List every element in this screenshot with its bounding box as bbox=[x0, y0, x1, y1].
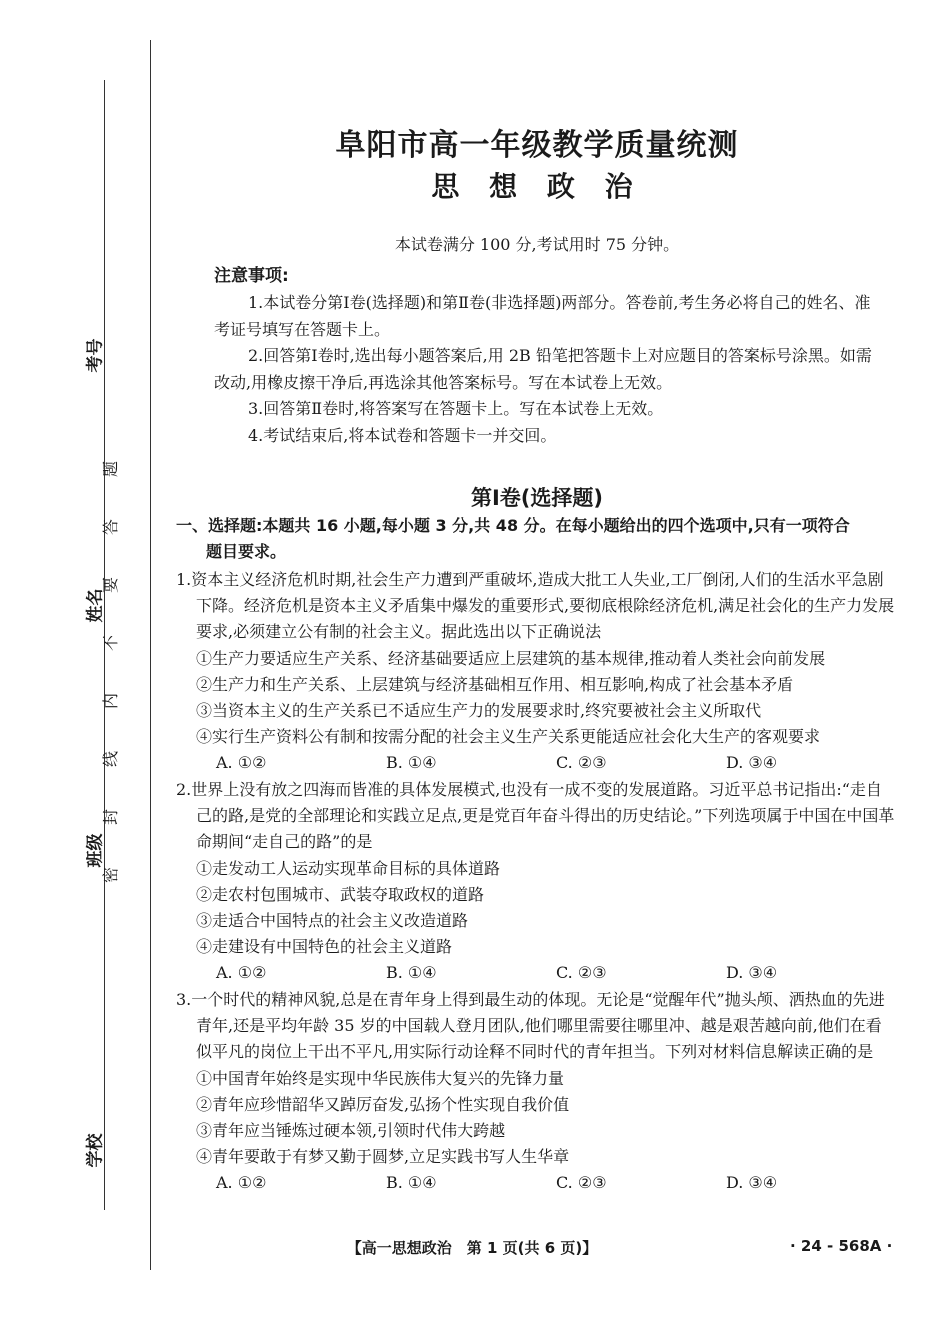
options-row bbox=[176, 1170, 896, 1196]
seal-char: 答 bbox=[101, 519, 120, 536]
seal-char: 封 bbox=[101, 809, 120, 826]
notice-item: 2.回答第Ⅰ卷时,选出每小题答案后,用 2B 铅笔把答题卡上对应题目的答案标号涂黑。如需改动,用橡皮擦干净后,再选涂其他答案标号。写在本试卷上无效。 bbox=[214, 346, 872, 392]
statement: ②青年应珍惜韶华又踔厉奋发,弘扬个性实现自我价值 bbox=[196, 1094, 570, 1114]
statement: ①生产力要适应生产关系、经济基础要适应上层建筑的基本规律,推动着人类社会向前发展 bbox=[196, 648, 826, 668]
seal-warning bbox=[101, 440, 142, 904]
notice-heading: 注意事项: bbox=[214, 266, 289, 286]
seal-char: 不 bbox=[101, 635, 120, 652]
binding-strip bbox=[0, 0, 160, 1343]
subject-title: 思 想 政 治 bbox=[431, 170, 643, 203]
page-title: 阜阳市高一年级教学质量统测 bbox=[335, 128, 739, 163]
statement: ④走建设有中国特色的社会主义道路 bbox=[196, 937, 453, 957]
class-label: 班级 bbox=[85, 833, 106, 868]
notice-item: 3.回答第Ⅱ卷时,将答案写在答题卡上。写在本试卷上无效。 bbox=[248, 399, 664, 418]
paper-code: · 24 - 568A · bbox=[790, 1237, 893, 1255]
seal-char: 题 bbox=[101, 461, 120, 478]
question-1 bbox=[176, 567, 896, 777]
seal-char: 密 bbox=[101, 867, 120, 884]
notice-list bbox=[214, 290, 874, 449]
option-b[interactable]: B. ①④ bbox=[386, 753, 437, 773]
statement: ④实行生产资料公有制和按需分配的社会主义生产关系更能适应社会化大生产的客观要求 bbox=[196, 727, 821, 747]
school-label: 学校 bbox=[85, 1133, 106, 1168]
notice-item: 1.本试卷分第Ⅰ卷(选择题)和第Ⅱ卷(非选择题)两部分。答卷前,考生务必将自己的姓名、准考证号填写在答题卡上。 bbox=[214, 293, 871, 339]
option-c[interactable]: C. ②③ bbox=[556, 963, 607, 983]
option-a[interactable]: A. ①② bbox=[216, 1173, 267, 1193]
option-a[interactable]: A. ①② bbox=[216, 963, 267, 983]
statement: ①走发动工人运动实现革命目标的具体道路 bbox=[196, 858, 501, 878]
option-d[interactable]: D. ③④ bbox=[726, 753, 778, 773]
options-row bbox=[176, 750, 896, 776]
section-instruction-line: 一、选择题:本题共 16 小题,每小题 3 分,共 48 分。在每小题给出的四个选项中,只有一项符合 bbox=[176, 516, 850, 535]
statement: ②走农村包围城市、武装夺取政权的道路 bbox=[196, 884, 485, 904]
statement: ④青年要敢于有梦又勤于圆梦,立足实践书写人生华章 bbox=[196, 1147, 570, 1167]
options-row bbox=[176, 960, 896, 986]
seal-char: 内 bbox=[101, 693, 120, 710]
section-title: 第Ⅰ卷(选择题) bbox=[470, 486, 603, 510]
page-footer: 【高一思想政治 第 1 页(共 6 页)】 bbox=[346, 1239, 598, 1257]
section-instruction bbox=[176, 513, 901, 565]
seal-char: 线 bbox=[101, 751, 120, 768]
question-stem: 3.一个时代的精神风貌,总是在青年身上得到最生动的体现。无论是“觉醒年代”抛头颅、洒热血的先进青年,还是平均年龄 35 岁的中国载人登月团队,他们哪里需要往哪里冲、越是艰苦越向前,他们在看似平凡的岗位上干出不平凡,用实际行动诠释不同时代的青年担当。下列对材料信息解读正确的是 bbox=[176, 990, 885, 1062]
question-2 bbox=[176, 777, 896, 987]
exam-number-label: 考号 bbox=[85, 338, 106, 373]
option-b[interactable]: B. ①④ bbox=[386, 1173, 437, 1193]
seal-char: 要 bbox=[101, 577, 120, 594]
question-stem: 1.资本主义经济危机时期,社会生产力遭到严重破坏,造成大批工人失业,工厂倒闭,人们的生活水平急剧下降。经济危机是资本主义矛盾集中爆发的重要形式,要彻底根除经济危机,满足社会化的生产力发展要求,必须建立公有制的社会主义。据此选出以下正确说法 bbox=[176, 570, 895, 642]
statement: ③走适合中国特点的社会主义改造道路 bbox=[196, 911, 469, 931]
exam-info: 本试卷满分 100 分,考试用时 75 分钟。 bbox=[394, 235, 680, 254]
option-b[interactable]: B. ①④ bbox=[386, 963, 437, 983]
notice-item: 4.考试结束后,将本试卷和答题卡一并交回。 bbox=[248, 425, 557, 445]
question-stem: 2.世界上没有放之四海而皆准的具体发展模式,也没有一成不变的发展道路。习近平总书记指出:“走自己的路,是党的全部理论和实践立足点,更是党百年奋斗得出的历史结论。”下列选项属于中国在中国革命期间“走自己的路”的是 bbox=[176, 780, 895, 852]
name-label: 姓名 bbox=[85, 588, 106, 623]
option-c[interactable]: C. ②③ bbox=[556, 1173, 607, 1193]
option-c[interactable]: C. ②③ bbox=[556, 753, 607, 773]
statement: ③青年应当锤炼过硬本领,引领时代伟大跨越 bbox=[196, 1121, 506, 1141]
option-d[interactable]: D. ③④ bbox=[726, 963, 778, 983]
section-instruction-line: 题目要求。 bbox=[206, 542, 287, 561]
option-a[interactable]: A. ①② bbox=[216, 753, 267, 773]
exam-number-field[interactable] bbox=[78, 338, 108, 373]
statement: ③当资本主义的生产关系已不适应生产力的发展要求时,终究要被社会主义所取代 bbox=[196, 701, 762, 721]
option-d[interactable]: D. ③④ bbox=[726, 1173, 778, 1193]
question-3 bbox=[176, 987, 896, 1197]
statement: ②生产力和生产关系、上层建筑与经济基础相互作用、相互影响,构成了社会基本矛盾 bbox=[196, 674, 794, 694]
statement: ①中国青年始终是实现中华民族伟大复兴的先锋力量 bbox=[196, 1068, 565, 1088]
school-field[interactable] bbox=[78, 1133, 108, 1168]
